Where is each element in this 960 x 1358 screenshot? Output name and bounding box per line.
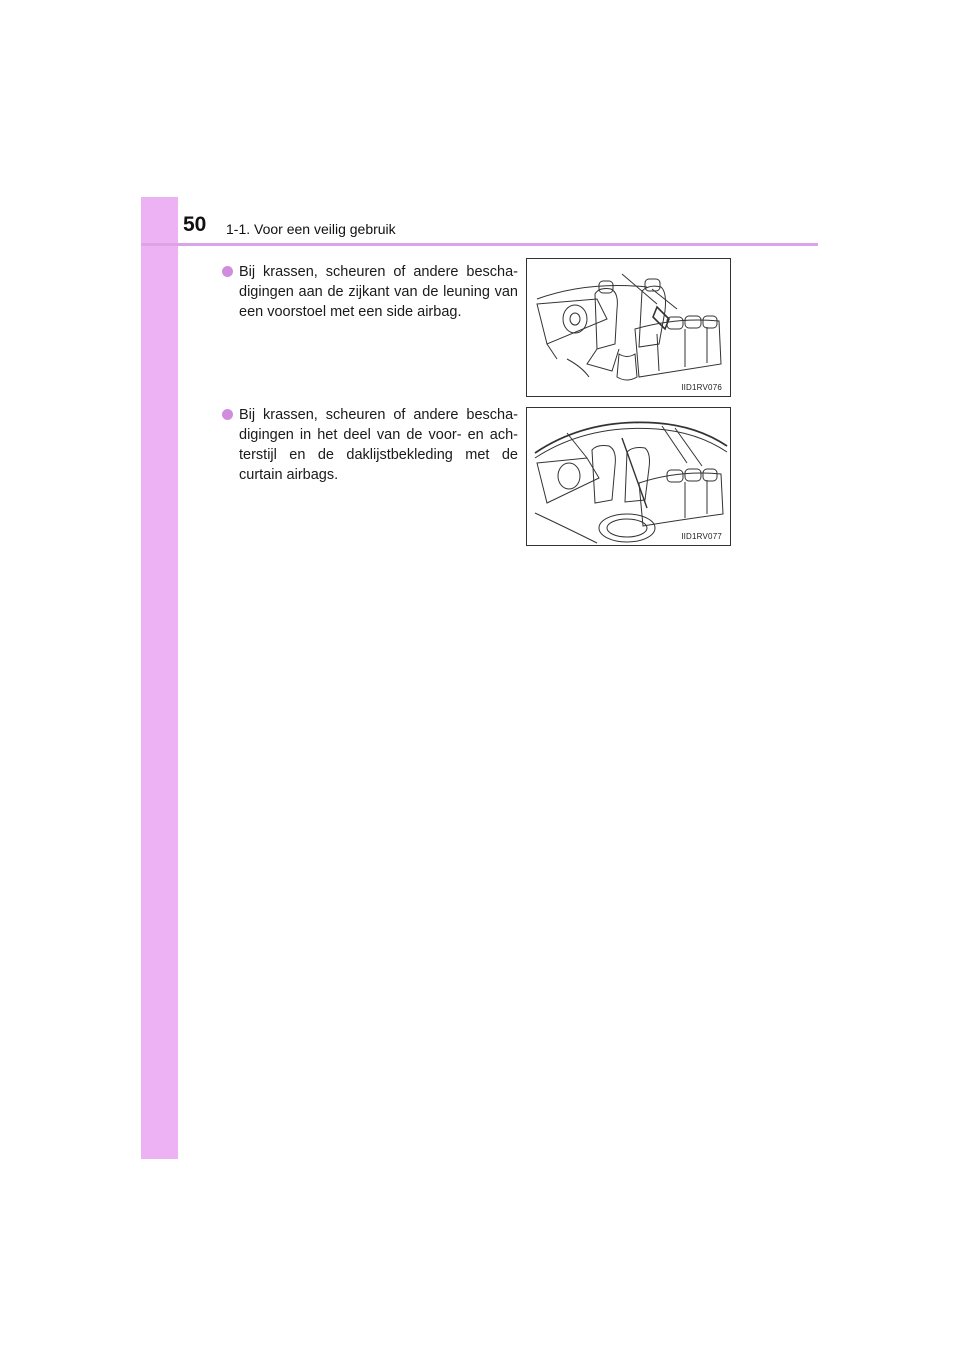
list-item [222,405,518,485]
list-item-text: Bij krassen, scheuren of andere bescha-digingen in het deel van de voor- en ach-terstijl en de daklijstbekleding met de curtain airbags. [239,407,518,483]
figure-code: IID1RV077 [681,532,722,541]
side-airbag-illustration [526,258,731,397]
figure-code: IID1RV076 [681,383,722,392]
car-interior-pillars-drawing [527,408,731,546]
bullet-icon [222,409,233,420]
car-interior-seats-drawing [527,259,731,397]
page-number: 50 [183,213,207,236]
bullet-icon [222,266,233,277]
section-title: 1-1. Voor een veilig gebruik [226,221,396,237]
chapter-sidebar-tab [141,197,178,1159]
curtain-airbag-illustration [526,407,731,546]
header-divider [141,243,818,246]
list-item [222,262,518,322]
list-item-text: Bij krassen, scheuren of andere bescha-digingen aan de zijkant van de leuning van een voorstoel met een side airbag. [239,264,518,320]
